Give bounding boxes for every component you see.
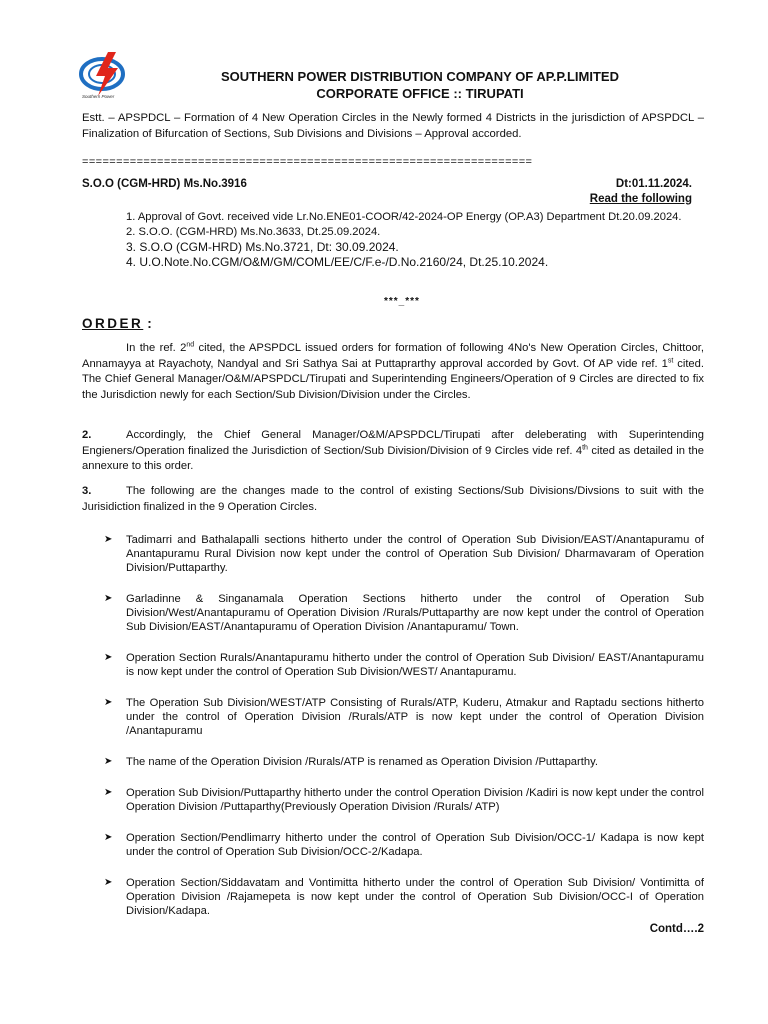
references-list [126,210,704,270]
company-name: SOUTHERN POWER DISTRIBUTION COMPANY OF AP.P.LIMITED [221,69,619,84]
arrow-bullet-icon: ➤ [104,593,113,604]
arrow-bullet-icon: ➤ [104,697,113,708]
list-item [104,786,704,814]
list-item [104,831,704,859]
para1-sup2: st [667,356,674,364]
arrow-bullet-icon: ➤ [104,652,113,663]
continued-marker: Contd….2 [649,923,704,935]
list-item-text: Garladinne & Singanamala Operation Sections hitherto under the control of Operation Sub Division/West/Anantapuramu of Operation Division /Rurals/Puttaparthy are now kept under the control of Operation Sub Division/EAST/Anantapuramu of Operation Division /Anantapuramu/ Town. [126,593,704,633]
arrow-bullet-icon: ➤ [104,756,113,767]
order-colon: : [147,316,155,331]
paragraph-1 [82,341,704,403]
list-item-text: Operation Section Rurals/Anantapuramu hitherto under the control of Operation Sub Division/ EAST/Anantapuramu is now kept under the control of Operation Sub Division/WEST/ Anantapuramu. [126,652,704,678]
list-item [104,876,704,918]
arrow-bullet-icon: ➤ [104,877,113,888]
separator-stars: ***_*** [384,296,420,307]
reference-item: 1. Approval of Govt. received vide Lr.No.ENE01-COOR/42-2024-OP Energy (OP.A3) Department Dt.20.09.2024. [126,211,682,223]
para3-number: 3. [82,485,92,497]
para1-text-c: cited. The Chief General Manager/O&M/APSPDCL/Tirupati and Superintending Engineers/Operation of 9 Circles are directed to fix the Jurisdiction newly for each Section/Sub Division/Division under the Circles. [82,357,704,401]
read-following: Read the following [589,193,692,205]
para1-text-b: cited, the APSPDCL issued orders for formation of following 4No's New Operation Circles, Chittoor, Annamayya at Rayachoty, Nandyal and Sri Sathya Sai at Puttaprarthy approval accorded by Govt. Of AP vide ref. 1 [82,342,705,370]
para1-sup1: nd [186,341,195,349]
separator-line: ================================================================== [82,156,533,168]
order-number: S.O.O (CGM-HRD) Ms.No.3916 [82,178,247,190]
arrow-bullet-icon: ➤ [104,787,113,798]
para1-text-a: In the ref. 2 [126,342,187,354]
list-item-text: Operation Sub Division/Puttaparthy hitherto under the control Operation Division /Kadiri is now kept under the control Operation Division /Puttaparthy(Previously Operation Division /Rurals/ ATP) [126,787,704,813]
list-item [104,696,704,738]
reference-item: 4. U.O.Note.No.CGM/O&M/GM/COML/EE/C/F.e-/D.No.2160/24, Dt.25.10.2024. [126,255,549,269]
order-heading [82,316,154,331]
list-item [104,651,704,679]
list-item [104,533,704,575]
changes-list [104,533,704,935]
reference-item: 3. S.O.O (CGM-HRD) Ms.No.3721, Dt: 30.09.2024. [126,240,399,254]
list-item-text: Operation Section/Pendlimarry hitherto under the control of Operation Sub Division/OCC-1/ Kadapa is now kept under the control of Operation Sub Division/OCC-2/Kadapa. [126,832,704,858]
list-item-text: Operation Section/Siddavatam and Vontimitta hitherto under the control of Operation Sub Division/ Vontimitta of Operation Division /Rajamepeta is now kept under the control of Operation Sub Division/OCC-I of Operation Division/Kadapa. [126,877,704,917]
para2-number: 2. [82,429,92,441]
para2-text-a: Accordingly, the Chief General Manager/O&M/APSPDCL/Tirupati after deleberating with Superintending Engieners/Operation finalized the Jurisdiction of Section/Sub Division/Division of 9 Circles vide ref. 4 [82,429,704,457]
reference-item: 2. S.O.O. (CGM-HRD) Ms.No.3633, Dt.25.09.2024. [126,226,381,238]
company-logo [78,50,140,100]
arrow-bullet-icon: ➤ [104,832,113,843]
list-item [104,755,704,769]
subject: Estt. – APSPDCL – Formation of 4 New Operation Circles in the Newly formed 4 Districts in the jurisdiction of APSPDCL – Finalization of Bifurcation of Sections, Sub Divisions and Divisions – Approval accorded. [82,112,704,140]
paragraph-3 [82,484,704,515]
lightning-logo-icon [78,50,140,100]
paragraph-2 [82,428,704,475]
list-item-text: The name of the Operation Division /Rurals/ATP is renamed as Operation Division /Puttaparthy. [126,756,598,768]
office-name: CORPORATE OFFICE :: TIRUPATI [316,86,524,101]
list-item [104,592,704,634]
order-date: Dt:01.11.2024. [615,178,692,190]
arrow-bullet-icon: ➤ [104,534,113,545]
para3-text: The following are the changes made to the control of existing Sections/Sub Divisions/Divsions to suit with the Jurisidiction finalized in the 9 Operation Circles. [82,485,704,513]
para2-text-b: cited as detailed in the annexure to this order. [82,444,704,472]
list-item-text: The Operation Sub Division/WEST/ATP Consisting of Rurals/ATP, Kuderu, Atmakur and Raptadu sections hitherto under the control of Operation Division /Rurals/ATP is now kept under the control of Operation Division /Anantapuramu [126,697,704,737]
para2-sup: th [582,443,588,451]
logo-caption: Southern Power [82,94,115,99]
list-item-text: Tadimarri and Bathalapalli sections hitherto under the control of Operation Sub Division/EAST/Anantapuramu of Anantapuramu Rural Division now kept under the control of Operation Sub Division/ Dharmavaram of Operation Division/Puttaparthy. [126,534,704,574]
order-title: ORDER [82,316,144,331]
